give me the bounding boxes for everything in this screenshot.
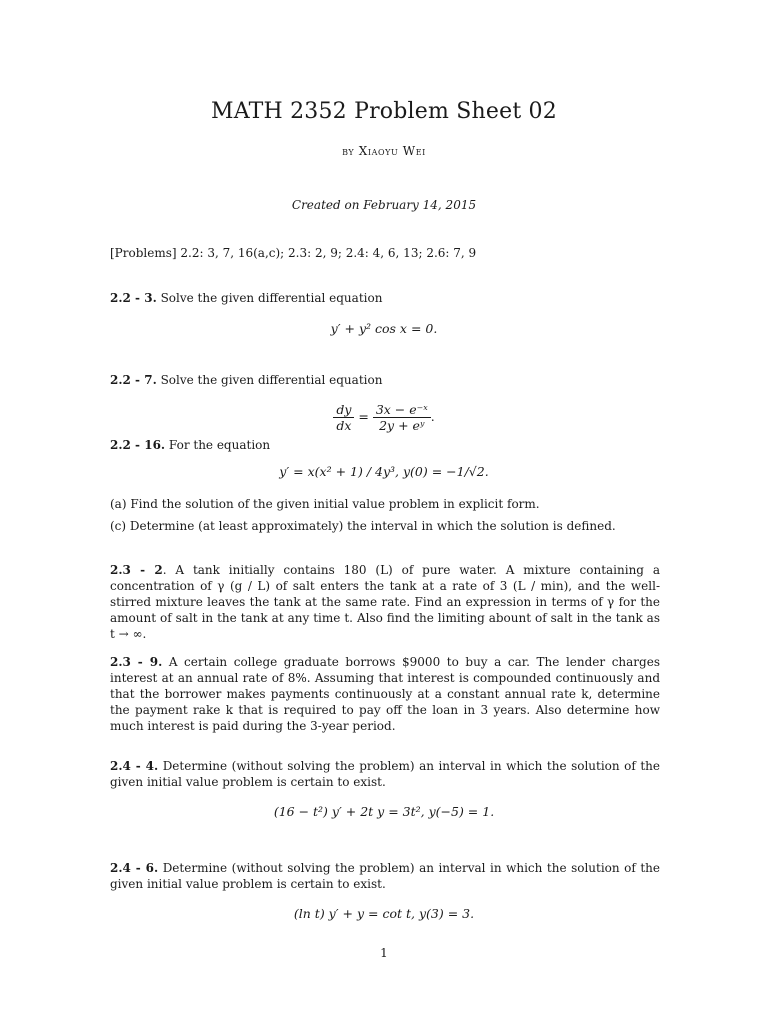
problem-text: Determine (without solving the problem) an interval in which the solution of the given initial value problem is certain to exist. [110, 861, 660, 891]
problem-label: 2.3 - 9. [110, 655, 163, 669]
problem-text: Determine (without solving the problem) an interval in which the solution of the given initial value problem is certain to exist. [110, 759, 660, 789]
fraction-numerator: 3x − e⁻ˣ [373, 402, 431, 418]
problem-part-c: (c) Determine (at least approximately) the interval in which the solution is defined. [110, 519, 616, 533]
problem-text: A certain college graduate borrows $9000 to buy a car. The lender charges interest at an annual rate of 8%. Assuming that interest is compounded continuously and that the borrower makes payments continuously at a constant annual rate k, determine the payment rake k that is required to pay off the loan in 3 years. Also determine how much interest is paid during the 3-year period. [110, 655, 660, 733]
problem-part-a: (a) Find the solution of the given initial value problem in explicit form. [110, 497, 540, 511]
equation-2-2-7: $\frac{dy}{dx}$ = $\frac{\text{3x − e⁻ˣ}}{\text{2y + eʸ}}$ . [0, 402, 768, 433]
problem-text: Solve the given differential equation [160, 373, 383, 387]
fraction-denominator: dx [336, 418, 352, 433]
document-author: by Xiaoyu Wei [342, 144, 426, 158]
problem-2-2-7 [110, 372, 660, 388]
document-title: MATH 2352 Problem Sheet 02 [211, 99, 557, 124]
problem-2-4-6 [110, 860, 660, 892]
equation-2-4-4: (16 − t²) y′ + 2t y = 3t², y(−5) = 1. [273, 804, 495, 819]
equation-2-2-16: y′ = x(x² + 1) / 4y³, y(0) = −1/√2. [279, 464, 489, 479]
problem-2-4-4 [110, 758, 660, 790]
fraction-denominator: 2y + eʸ [379, 418, 425, 433]
problem-label: 2.2 - 7. [110, 373, 157, 387]
fraction-lhs [333, 402, 354, 433]
problem-2-2-3 [110, 290, 660, 306]
problem-2-3-2 [110, 562, 660, 642]
fraction-numerator: dy [333, 402, 354, 418]
problem-text: For the equation [168, 438, 271, 452]
problem-2-2-16 [110, 437, 660, 453]
problem-label: 2.4 - 6. [110, 861, 159, 875]
fraction-rhs [373, 402, 431, 433]
problem-label: 2.3 - 2 [110, 563, 163, 577]
equation-2-2-3: y′ + y² cos x = 0. [330, 321, 438, 336]
equation-2-4-6: (ln t) y′ + y = cot t, y(3) = 3. [293, 906, 475, 921]
problem-text: . A tank initially contains 180 (L) of pure water. A mixture containing a concentration of γ (g / L) of salt enters the tank at a rate of 3 (L / min), and the well-stirred mixture leaves the tank at the same rate. Find an expression in terms of γ for the amount of salt in the tank at any time t. Also find the limiting abount of salt in the tank as t → ∞. [110, 563, 661, 641]
problem-2-3-9 [110, 654, 660, 734]
problem-label: 2.2 - 16. [110, 438, 166, 452]
problem-list: [Problems] 2.2: 3, 7, 16(a,c); 2.3: 2, 9; 2.4: 4, 6, 13; 2.6: 7, 9 [110, 246, 477, 260]
problem-text: Solve the given differential equation [160, 291, 383, 305]
page-number: 1 [380, 946, 388, 960]
problem-label: 2.4 - 4. [110, 759, 159, 773]
problem-label: 2.2 - 3. [110, 291, 157, 305]
document-date: Created on February 14, 2015 [291, 198, 477, 212]
